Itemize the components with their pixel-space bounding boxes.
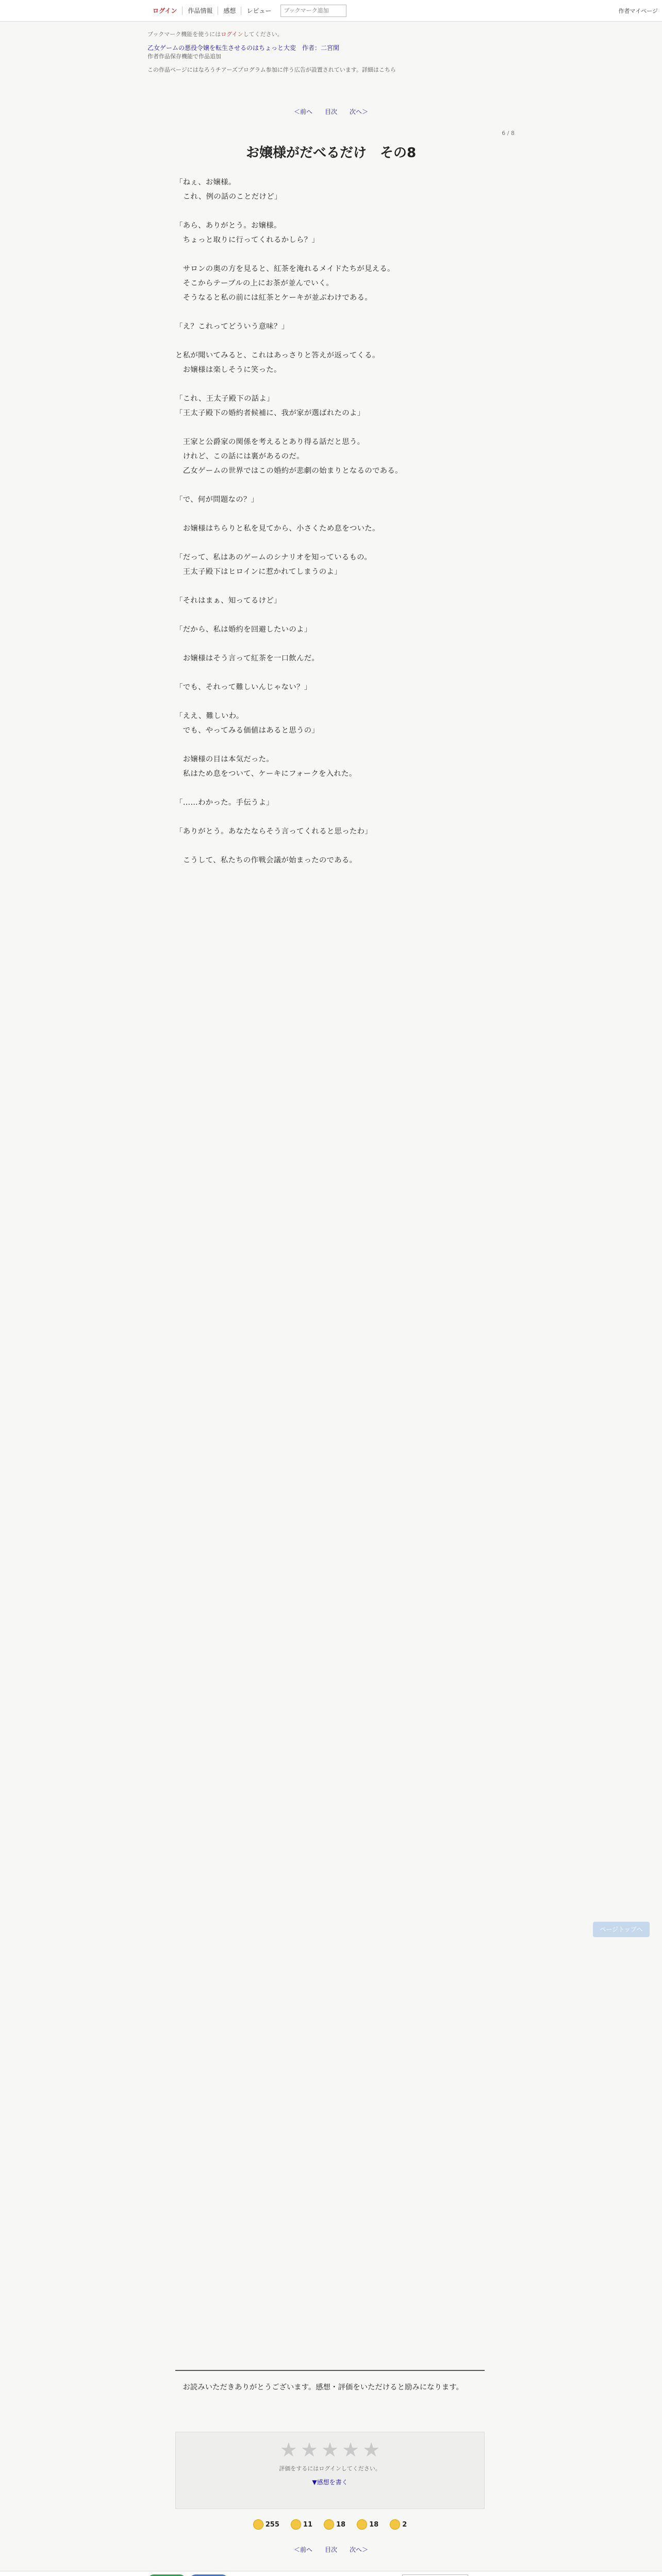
smile-icon	[291, 2519, 301, 2530]
works-link[interactable]: 作品情報	[183, 7, 218, 15]
top-nav-bar	[0, 0, 662, 22]
star-icon[interactable]: ★	[279, 2438, 297, 2461]
next-link[interactable]: 次へ＞	[350, 108, 369, 115]
body-paragraph: けれど、この話には裏があるのだ。	[175, 452, 304, 461]
heart-icon	[324, 2519, 334, 2530]
star-icon[interactable]: ★	[362, 2438, 380, 2461]
review-link[interactable]: レビュー	[246, 7, 272, 14]
author-mypage-link[interactable]: 作者マイページ	[618, 7, 658, 14]
blank-line	[175, 204, 485, 218]
body-paragraph: 私はため息をついて、ケーキにフォークを入れた。	[175, 770, 357, 778]
body-paragraph: でも、やってみる価値はあると思うの」	[175, 726, 320, 735]
reaction-smile[interactable]	[291, 2519, 312, 2530]
prev-link-bottom[interactable]: ＜前へ	[293, 2546, 312, 2553]
reaction-count: 18	[369, 2520, 379, 2529]
blank-line	[175, 377, 485, 392]
star-icon[interactable]: ★	[300, 2438, 318, 2461]
body-paragraph: お嬢様はちらりと私を見てから、小さくため息をついた。	[175, 524, 380, 533]
body-paragraph: 「ええ、難しいわ。	[175, 712, 244, 720]
bottom-bar	[0, 2571, 662, 2576]
toc-link[interactable]: 目次	[324, 108, 337, 115]
blank-line	[175, 839, 485, 853]
blank-line	[175, 247, 485, 262]
bookmark-note-prefix: ブックマーク機能を使うには	[147, 31, 221, 38]
body-paragraph: お嬢様の目は本気だった。	[175, 755, 274, 764]
body-paragraph: 乙女ゲームの世界ではこの婚約が悲劇の始まりとなるのである。	[175, 467, 403, 475]
top-nav	[147, 0, 346, 22]
blank-line	[175, 637, 485, 651]
blank-line	[175, 781, 485, 795]
blank-line	[175, 694, 485, 709]
body-paragraph: こうして、私たちの作戦会議が始まったのである。	[175, 856, 357, 865]
reaction-laugh[interactable]	[357, 2519, 378, 2530]
author-line: 作者作品保存機能で作品追加	[147, 53, 221, 60]
body-paragraph: そこからテーブルの上にお茶が並んでいく。	[175, 279, 334, 287]
blank-line	[175, 608, 485, 622]
chapter-title: お嬢様がだべるだけ その8	[245, 145, 417, 161]
reaction-heart[interactable]	[324, 2519, 345, 2530]
body-paragraph: お嬢様はそう言って紅茶を一口飲んだ。	[175, 654, 320, 663]
body-paragraph: お嬢様は楽しそうに笑った。	[175, 366, 282, 374]
novel-body	[175, 175, 485, 868]
blank-line	[175, 666, 485, 680]
body-paragraph: 「だから、私は婚約を回避したいのよ」	[175, 625, 312, 634]
reaction-cry[interactable]	[390, 2519, 407, 2530]
reaction-count: 255	[265, 2520, 279, 2529]
reaction-thumbs-up[interactable]	[253, 2519, 279, 2530]
write-impression-toggle[interactable]: ▼感想を書く	[312, 2479, 348, 2486]
evaluation-box	[175, 2432, 485, 2509]
chapter-number: 6 / 8	[502, 130, 515, 137]
body-paragraph: これ、例の話のことだけど」	[175, 193, 282, 201]
bookmark-note-login-link[interactable]: ログイン	[221, 31, 243, 38]
body-paragraph: 「だって、私はあのゲームのシナリオを知っているもの。	[175, 553, 372, 562]
prev-link[interactable]: ＜前へ	[293, 108, 312, 115]
body-paragraph: 「え？これってどういう意味？」	[175, 323, 289, 331]
blank-line	[175, 305, 485, 319]
blank-line	[175, 420, 485, 435]
reaction-bar	[175, 2519, 485, 2530]
reaction-count: 18	[336, 2520, 346, 2529]
blank-line	[175, 536, 485, 550]
cry-icon	[390, 2519, 400, 2530]
body-paragraph: サロンの奥の方を見ると、紅茶を淹れるメイドたちが見える。	[175, 265, 395, 273]
next-link-bottom[interactable]: 次へ＞	[350, 2546, 369, 2553]
body-paragraph: そうなると私の前には紅茶とケーキが並ぶわけである。	[175, 294, 372, 302]
body-paragraph: 「で、何が問題なの？」	[175, 496, 259, 504]
header-area	[147, 30, 515, 74]
body-paragraph: 「ねぇ、お嬢様。	[175, 178, 236, 187]
body-paragraph: 「あら、ありがとう。お嬢様。	[175, 222, 282, 230]
body-paragraph: 王太子殿下はヒロインに惹かれてしまうのよ」	[175, 568, 342, 576]
login-link[interactable]: ログイン	[147, 7, 183, 15]
body-paragraph: 「これ、王太子殿下の話よ」	[175, 395, 274, 403]
blank-line	[175, 810, 485, 824]
afterword: お読みいただきありがとうございます。感想・評価をいただけると励みになります。	[175, 2383, 464, 2392]
blank-line	[175, 334, 485, 348]
bookmark-note	[147, 30, 515, 38]
rating-stars[interactable]	[176, 2438, 484, 2461]
blank-line	[175, 579, 485, 594]
thumbs-up-icon	[253, 2519, 263, 2530]
body-paragraph: 「それはまぁ、知ってるけど」	[175, 597, 282, 605]
toc-link-bottom[interactable]: 目次	[324, 2546, 337, 2553]
blank-line	[175, 738, 485, 752]
page-top-button[interactable]: ページトップへ	[593, 1922, 650, 1937]
bookmark-add-input[interactable]	[280, 5, 346, 17]
evaluation-prompt: 評価をするにはログインしてください。	[279, 2465, 381, 2472]
series-title-link[interactable]: 乙女ゲームの悪役令嬢を転生させるのはちょっと大変 作者：二宮閑	[147, 44, 340, 52]
body-paragraph: と私が聞いてみると、これはあっさりと答えが返ってくる。	[175, 351, 380, 360]
body-paragraph: ちょっと取りに行ってくれるかしら？」	[175, 236, 320, 244]
impressions-link[interactable]: 感想	[218, 7, 241, 15]
novel-navigation-top	[147, 107, 515, 116]
novel-navigation-bottom	[147, 2545, 515, 2554]
body-paragraph: 「王太子殿下の婚約者候補に、我が家が選ばれたのよ」	[175, 409, 365, 417]
blank-line	[175, 478, 485, 493]
laugh-icon	[357, 2519, 367, 2530]
afterword-divider	[175, 2370, 485, 2371]
reaction-count: 11	[303, 2520, 312, 2529]
blank-line	[175, 507, 485, 521]
star-icon[interactable]: ★	[342, 2438, 360, 2461]
body-paragraph: 「……わかった。手伝うよ」	[175, 799, 274, 807]
body-paragraph: 「ありがとう。あなたならそう言ってくれると思ったわ」	[175, 827, 372, 836]
body-paragraph: 王家と公爵家の関係を考えるとあり得る話だと思う。	[175, 438, 365, 446]
bookmark-note-suffix: してください。	[243, 31, 283, 38]
reaction-count: 2	[402, 2520, 407, 2529]
star-icon[interactable]: ★	[321, 2438, 339, 2461]
body-paragraph: 「でも、それって難しいんじゃない？」	[175, 683, 312, 691]
ad-note: この作品ページにはなろうチアーズプログラム参加に伴う広告が設置されています。詳細はこちら	[147, 66, 396, 73]
